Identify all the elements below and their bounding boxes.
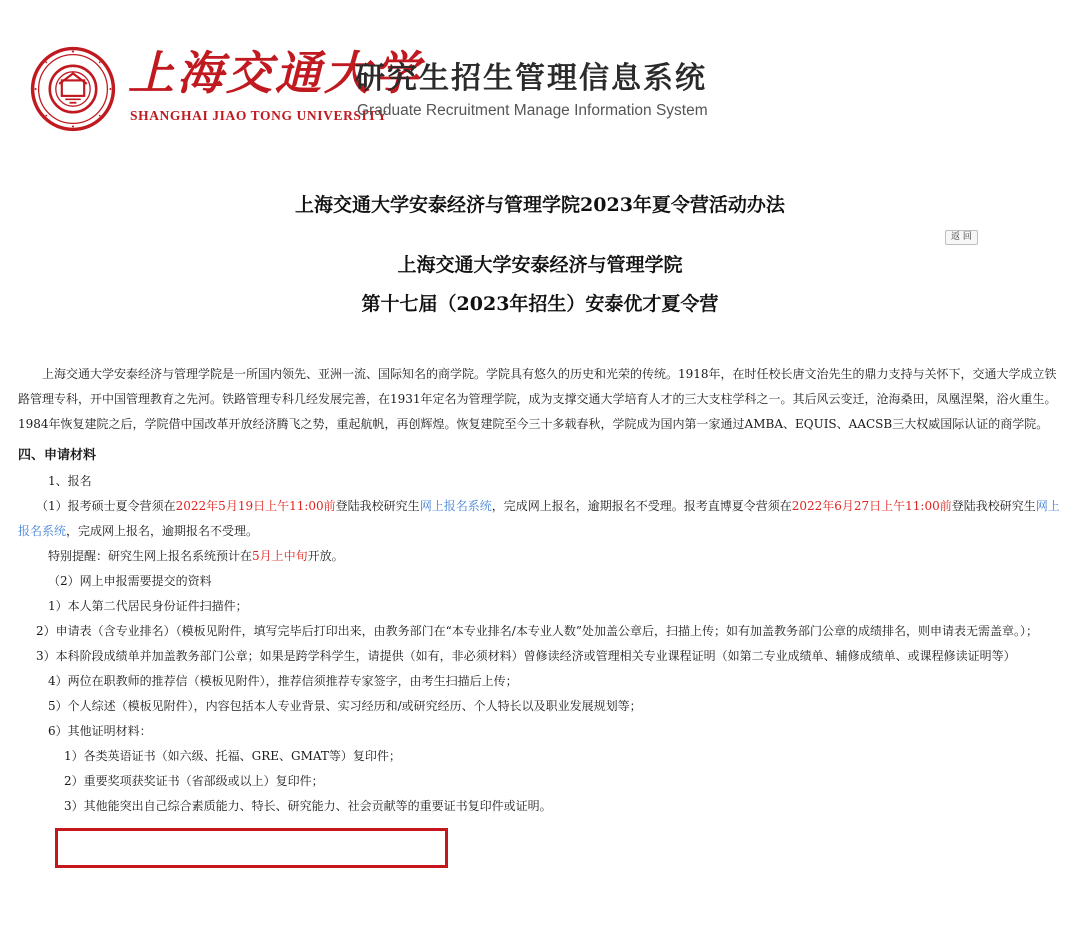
text-segment: ，完成网上报名，逾期报名不受理。报考直博夏令营须在 xyxy=(491,499,792,513)
text-segment: 开放。 xyxy=(307,549,344,563)
text-segment: 登陆我校研究生 xyxy=(951,499,1036,513)
intro-paragraph: 上海交通大学安泰经济与管理学院是一所国内领先、亚洲一流、国际知名的商学院。学院具有悠久的历史和光荣的传统。1918年，在时任校长唐文治先生的鼎力支持与关怀下，交通大学成立铁路管理专科，开中国管理教育之先河。铁路管理专科几经发展完善，在1931年定名为管理学院，成为支撑交通大学培育人才的三大支柱学科之一。其后风云变迁，沧海桑田，凤凰涅槃，浴火重生。1984年恢复建院之后，学院借中国改革开放经济腾飞之势，重起航帆，再创辉煌。恢复建院至今三十多载春秋，学院成为国内第一家通过AMBA、EQUIS、AACSB三大权威国际认证的商学院。 xyxy=(18,367,1057,431)
deadline-master: 2022年5月19日上午11:00前 xyxy=(175,499,336,513)
page-title: 上海交通大学安泰经济与管理学院2023年夏令营活动办法 xyxy=(295,194,785,216)
deadline-phd: 2022年6月27日上午11:00前 xyxy=(791,499,952,513)
text-segment: ，完成网上报名，逾期报名不受理。 xyxy=(66,524,259,538)
text-segment: 特别提醒：研究生网上报名系统预计在 xyxy=(48,549,253,563)
sub-item-english-cert: 1）各类英语证书（如六级、托福、GRE、GMAT等）复印件； xyxy=(64,749,401,763)
subtitle-school: 上海交通大学安泰经济与管理学院 xyxy=(397,254,683,276)
text-segment: （1）报考硕士夏令营须在 xyxy=(36,499,176,513)
open-date-highlight: 5月上中旬 xyxy=(252,549,308,563)
registration-paragraph xyxy=(18,494,1062,544)
section-heading: 四、申请材料 xyxy=(18,448,97,463)
text-segment: 登陆我校研究生 xyxy=(335,499,420,513)
back-button[interactable]: 返 回 xyxy=(945,230,978,245)
university-name-en: SHANGHAI JIAO TONG UNIVERSITY xyxy=(130,108,388,123)
online-registration-link[interactable]: 网上报名系统 xyxy=(419,499,492,513)
online-registration-link[interactable]: 网上报名系统 xyxy=(18,499,1060,538)
highlight-annotation-box xyxy=(55,828,448,868)
special-reminder xyxy=(18,544,1062,569)
subtitle-camp: 第十七届（2023年招生）安泰优才夏令营 xyxy=(361,293,719,315)
material-item: 5）个人综述（模板见附件），内容包括本人专业背景、实习经历和/或研究经历、个人特长以及职业发展规划等； xyxy=(48,699,642,713)
system-title-cn: 研究生招生管理信息系统 xyxy=(355,61,707,96)
university-name-cn: 上海交通大学 xyxy=(128,46,422,100)
material-item: 4）两位在职教师的推荐信（模板见附件），推荐信须推荐专家签字，由考生扫描后上传； xyxy=(48,674,518,688)
material-item: 2）申请表（含专业排名）（模板见附件，填写完毕后打印出来，由教务部门在“本专业排名/本专业人数”处加盖公章后，扫描上传；如有加盖教务部门公章的成绩排名，则申请表无需盖章。）； xyxy=(36,624,1038,638)
materials-label: （2）网上申报需要提交的资料 xyxy=(48,574,212,588)
article-body xyxy=(18,362,1062,819)
sub-item-awards: 2）重要奖项获奖证书（省部级或以上）复印件； xyxy=(64,774,324,788)
material-item: 6）其他证明材料： xyxy=(48,724,152,738)
sub-item-other-certs: 3）其他能突出自己综合素质能力、特长、研究能力、社会贡献等的重要证书复印件或证明。 xyxy=(64,799,552,813)
site-header xyxy=(0,0,1080,150)
material-item: 1）本人第二代居民身份证件扫描件； xyxy=(48,599,248,613)
university-seal-icon xyxy=(30,46,116,132)
item-registration: 1、报名 xyxy=(48,474,92,488)
material-item: 3）本科阶段成绩单并加盖教务部门公章；如果是跨学科学生，请提供（如有，非必须材料）曾修读经济或管理相关专业课程证明（如第二专业成绩单、辅修成绩单、或课程修读证明等） xyxy=(36,649,1016,663)
system-title-en: Graduate Recruitment Manage Information System xyxy=(357,102,708,119)
